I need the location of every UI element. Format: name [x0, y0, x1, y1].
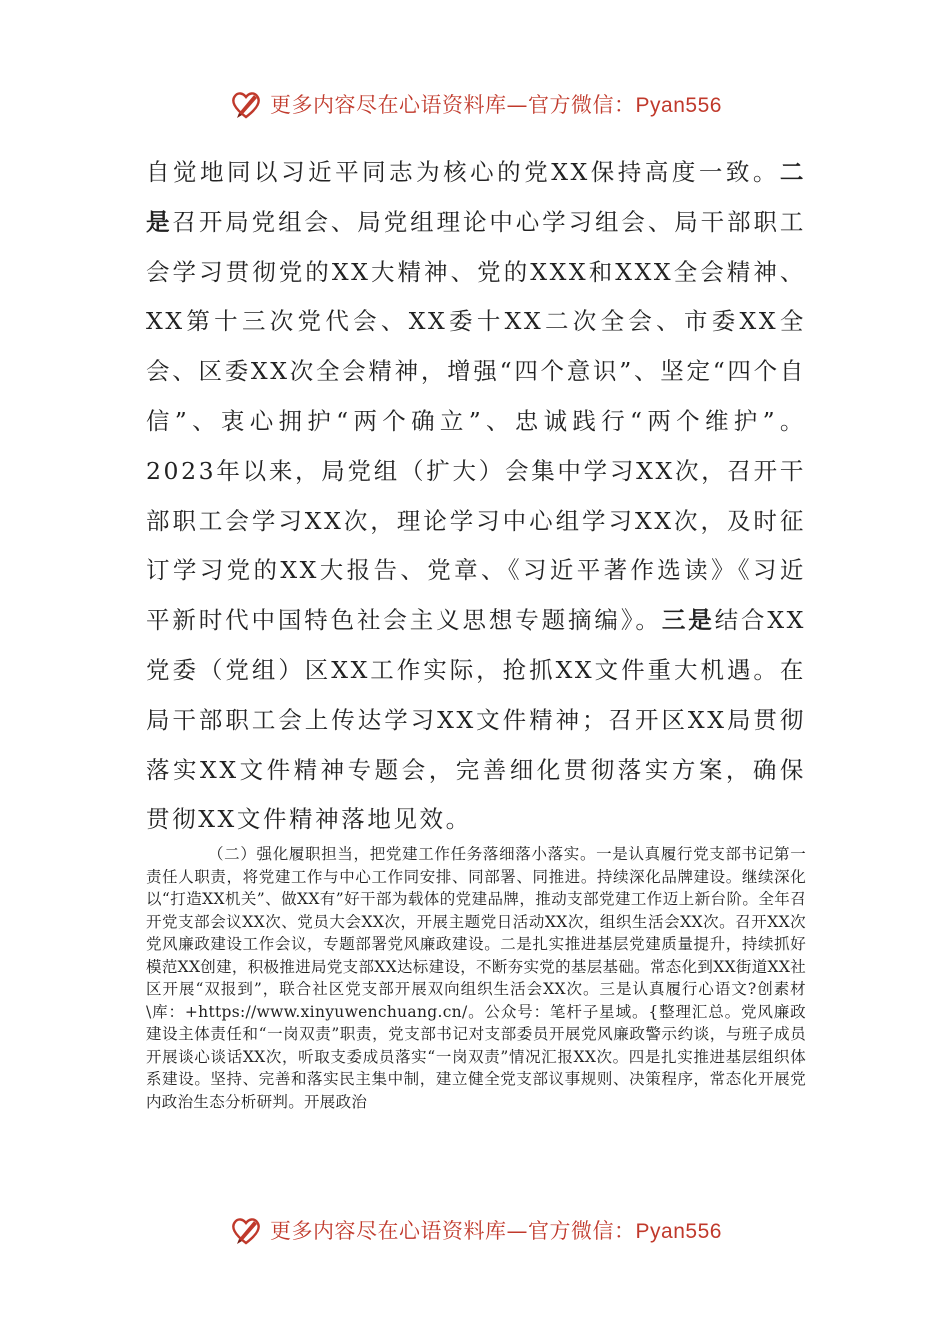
footer-banner [0, 1210, 950, 1250]
main-paragraph [146, 148, 806, 845]
wechat-id: Pyan556 [635, 94, 722, 117]
paragraph-small-text: （二）强化履职担当，把党建工作任务落细落小落实。一是认真履行党支部书记第一责任人职责，将党建工作与中心工作同安排、同部署、同推进。持续深化品牌建设。继续深化以“打造XX机关”、做XX有”好干部为载体的党建品牌，推动支部党建工作迈上新台阶。全年召开党支部会议XX次、党员大会XX次，开展主题党日活动XX次，组织生活会XX次。召开XX次党风廉政建设工作会议，专题部署党风廉政建设。二是扎实推进基层党建质量提升，持续抓好模范XX创建，积极推进局党支部XX达标建设，不断夯实党的基层基础。常态化到XX街道XX社区开展“双报到”，联合社区党支部开展双向组织生活会XX次。三是认真履行心语文?创素材\库：+https://www.xinyuwenchuang.cn/。公众号：笔杆子星域。{整理汇总。党风廉政建设主体责任和“一岗双责”职责，党支部书记对支部委员开展党风廉政警示约谈，与班子成员开展谈心谈话XX次，听取支委成员落实“一岗双责”情况汇报XX次。四是扎实推进基层组织体系建设。坚持、完善和落实民主集中制，建立健全党支部议事规则、决策程序，常态化开展党内政治生态分析研判。开展政治 [146, 845, 806, 1111]
pen-heart-logo-icon [228, 1212, 264, 1248]
banner-text: 更多内容尽在心语资料库—官方微信：Pyan556 [270, 93, 722, 117]
pen-heart-logo-icon [228, 86, 264, 122]
header-banner [0, 84, 950, 124]
bold-marker-three: 三是 [661, 606, 715, 635]
paragraph-text: 自觉地同以习近平同志为核心的党XX保持高度一致。二是召开局党组会、局党组理论中心学习组会、局干部职工会学习贯彻党的XX大精神、党的XXX和XXX全会精神、XX第十三次党代会、XX委十XX二次全会、市委XX全会、区委XX次全会精神，增强“四个意识”、坚定“四个自信”、衷心拥护“两个确立”、忠诚践行“两个维护”。2023年以来，局党组（扩大）会集中学习XX次，召开干部职工会学习XX次，理论学习中心组学习XX次，及时征订学习党的XX大报告、党章、《习近平著作选读》《习近平新时代中国特色社会主义思想专题摘编》。三是结合XX党委（党组）区XX工作实际，抢抓XX文件重大机遇。在局干部职工会上传达学习XX文件精神；召开区XX局贯彻落实XX文件精神专题会，完善细化贯彻落实方案，确保贯彻XX文件精神落地见效。 [146, 158, 806, 834]
bold-marker-two: 二是 [146, 158, 806, 236]
secondary-paragraph [146, 843, 806, 1113]
wechat-id: Pyan556 [635, 1220, 722, 1243]
banner-text: 更多内容尽在心语资料库—官方微信：Pyan556 [270, 1219, 722, 1243]
